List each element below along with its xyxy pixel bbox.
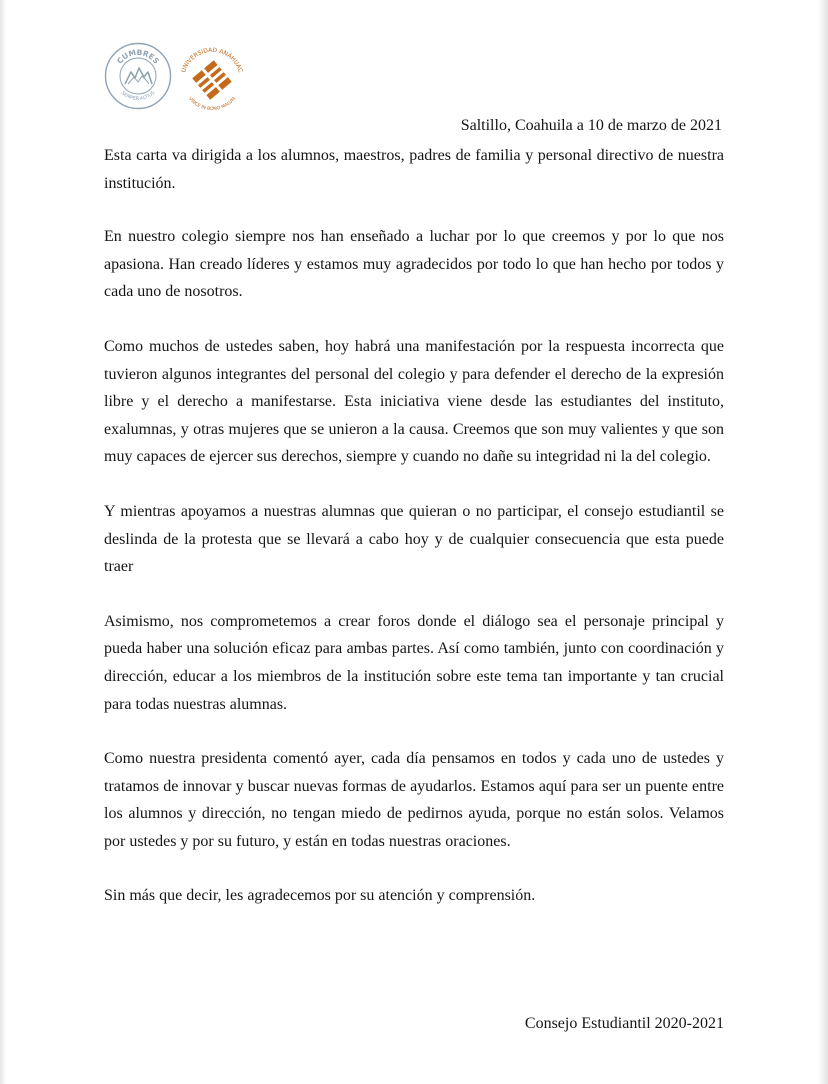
letter-body [104,142,724,937]
letter-paragraph: Esta carta va dirigida a los alumnos, maestros, padres de familia y personal directivo de nuestra institución. [104,147,724,192]
letter-date: Saltillo, Coahuila a 10 de marzo de 2021 [460,117,722,134]
page-shadow-right [818,0,828,1084]
letter-paragraph: Como nuestra presidenta comentó ayer, cada día pensamos en todos y cada uno de ustedes y tratamos de innovar y buscar nuevas formas de ayudarlos. Estamos aquí para ser un puente entre los alumnos y dirección, no tengan miedo de pedirnos ayuda, porque no están solos. Velamos por ustedes y por su futuro, y están en todas nuestras oraciones. [104,750,724,850]
letter-paragraph: Como muchos de ustedes saben, hoy habrá una manifestación por la respuesta incorrecta que tuvieron algunos integrantes del personal del colegio y para defender el derecho de la expresión libre y el derecho a manifestarse. Esta iniciativa viene desde las estudiantes del instituto, exalumnas, y otras mujeres que se unieron a la causa. Creemos que son muy valientes y que son muy capaces de ejercer sus derechos, siempre y cuando no dañe su integridad ni la del colegio. [104,337,724,466]
letter-signature: Consejo Estudiantil 2020-2021 [524,1015,724,1032]
letter-closing: Sin más que decir, les agradecemos por su atención y comprensión. [104,887,536,905]
page-shadow-left [0,0,6,1084]
cumbres-logo [104,42,172,110]
cumbres-logo-top-text: CUMBRES [115,47,161,66]
header-logos [104,42,254,114]
svg-text:CUMBRES [115,48,161,66]
anahuac-logo-bottom-text: VINCE IN BONO MALUM [186,96,238,113]
svg-text:SEMPER ALTIUS [120,90,156,102]
svg-text:VINCE IN BONO MALUM [187,96,237,112]
letter-paragraph: Asimismo, nos comprometemos a crear foros donde el diálogo sea el personaje principal y pueda haber una solución eficaz para ambas partes. Así como también, junto con coordinación y dirección, educar a los miembros de la institución sobre este tema tan importante y tan crucial para todas nuestras alumnas. [104,612,724,713]
anahuac-logo [174,42,250,114]
cumbres-logo-bottom-text: SEMPER ALTIUS [119,90,157,103]
letter-paragraph: Y mientras apoyamos a nuestras alumnas que quieran o no participar, el consejo estudiantil se deslinda de la protesta que se llevará a cabo hoy y de cualquier consecuencia que esta puede traer [104,502,724,576]
anahuac-logo-top-text: UNIVERSIDAD ANÁHUAC [180,46,244,74]
letter-paragraph: En nuestro colegio siempre nos han enseñado a luchar por lo que creemos y por lo que nos apasiona. Han creado líderes y estamos muy agradecidos por todo lo que han hecho por todos y cada uno de nosotros. [104,228,724,301]
